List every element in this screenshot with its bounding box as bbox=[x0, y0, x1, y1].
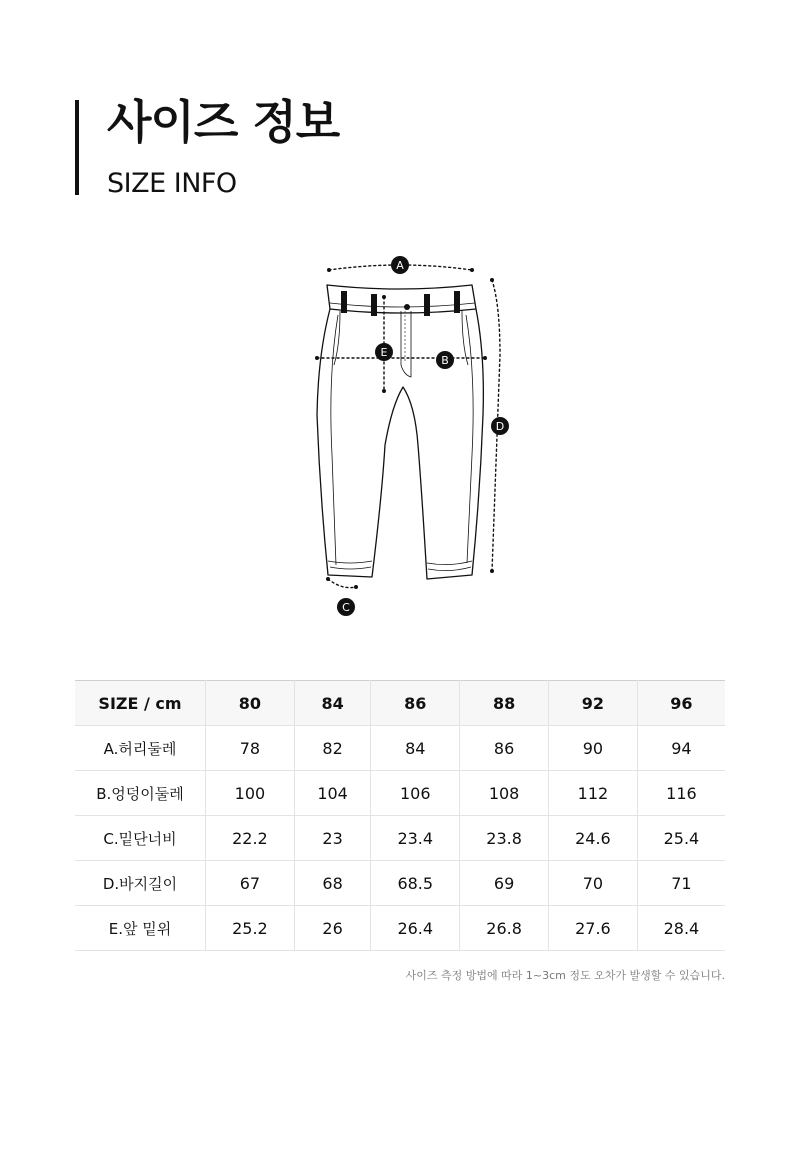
header-cell: 86 bbox=[371, 681, 460, 726]
table-cell: 106 bbox=[371, 771, 460, 816]
page-subtitle: SIZE INFO bbox=[107, 168, 237, 199]
header-cell: SIZE / cm bbox=[75, 681, 206, 726]
belt-loop bbox=[341, 291, 347, 313]
svg-text:E: E bbox=[380, 346, 388, 359]
table-row bbox=[75, 906, 725, 951]
pants-outline bbox=[317, 309, 483, 579]
row-label: A.허리둘레 bbox=[75, 726, 206, 771]
table-row bbox=[75, 816, 725, 861]
table-cell: 70 bbox=[549, 861, 638, 906]
header-cell: 84 bbox=[294, 681, 371, 726]
header-cell: 88 bbox=[460, 681, 549, 726]
table-cell: 69 bbox=[460, 861, 549, 906]
table-cell: 23 bbox=[294, 816, 371, 861]
size-table bbox=[75, 680, 725, 951]
table-cell: 84 bbox=[371, 726, 460, 771]
table-cell: 68 bbox=[294, 861, 371, 906]
table-cell: 86 bbox=[460, 726, 549, 771]
waist-button bbox=[404, 304, 410, 310]
measurement-note: 사이즈 측정 방법에 따라 1~3cm 정도 오차가 발생할 수 있습니다. bbox=[405, 969, 725, 982]
table-cell: 27.6 bbox=[549, 906, 638, 951]
header-cell: 92 bbox=[549, 681, 638, 726]
line-c bbox=[328, 579, 356, 588]
page-title: 사이즈 정보 bbox=[107, 95, 340, 149]
table-cell: 23.4 bbox=[371, 816, 460, 861]
table-cell: 24.6 bbox=[549, 816, 638, 861]
table-cell: 22.2 bbox=[206, 816, 295, 861]
svg-text:C: C bbox=[342, 601, 350, 614]
belt-loop bbox=[424, 294, 430, 316]
table-cell: 108 bbox=[460, 771, 549, 816]
table-row bbox=[75, 771, 725, 816]
table-row bbox=[75, 726, 725, 771]
table-cell: 68.5 bbox=[371, 861, 460, 906]
svg-text:B: B bbox=[441, 354, 449, 367]
marker-a bbox=[391, 256, 409, 274]
row-label: C.밑단너비 bbox=[75, 816, 206, 861]
row-label: D.바지길이 bbox=[75, 861, 206, 906]
table-header-row bbox=[75, 681, 725, 726]
marker-e bbox=[375, 343, 393, 361]
table-cell: 100 bbox=[206, 771, 295, 816]
table-cell: 116 bbox=[637, 771, 725, 816]
svg-text:A: A bbox=[396, 259, 404, 272]
table-row bbox=[75, 861, 725, 906]
table-cell: 82 bbox=[294, 726, 371, 771]
table-cell: 26.4 bbox=[371, 906, 460, 951]
header-cell: 80 bbox=[206, 681, 295, 726]
table-cell: 23.8 bbox=[460, 816, 549, 861]
row-label: B.엉덩이둘레 bbox=[75, 771, 206, 816]
marker-d bbox=[491, 417, 509, 435]
marker-c bbox=[337, 598, 355, 616]
title-accent-bar bbox=[75, 100, 79, 195]
table-cell: 112 bbox=[549, 771, 638, 816]
marker-b bbox=[436, 351, 454, 369]
pants-measurement-diagram bbox=[300, 245, 530, 625]
header-cell: 96 bbox=[637, 681, 725, 726]
table-cell: 25.2 bbox=[206, 906, 295, 951]
belt-loop bbox=[454, 291, 460, 313]
table-cell: 71 bbox=[637, 861, 725, 906]
row-label: E.앞 밑위 bbox=[75, 906, 206, 951]
table-cell: 26.8 bbox=[460, 906, 549, 951]
waistband-outline bbox=[327, 285, 476, 313]
table-cell: 67 bbox=[206, 861, 295, 906]
belt-loop bbox=[371, 294, 377, 316]
table-cell: 28.4 bbox=[637, 906, 725, 951]
table-cell: 25.4 bbox=[637, 816, 725, 861]
table-cell: 94 bbox=[637, 726, 725, 771]
table-cell: 26 bbox=[294, 906, 371, 951]
svg-text:D: D bbox=[495, 420, 505, 433]
table-cell: 78 bbox=[206, 726, 295, 771]
table-cell: 90 bbox=[549, 726, 638, 771]
table-cell: 104 bbox=[294, 771, 371, 816]
